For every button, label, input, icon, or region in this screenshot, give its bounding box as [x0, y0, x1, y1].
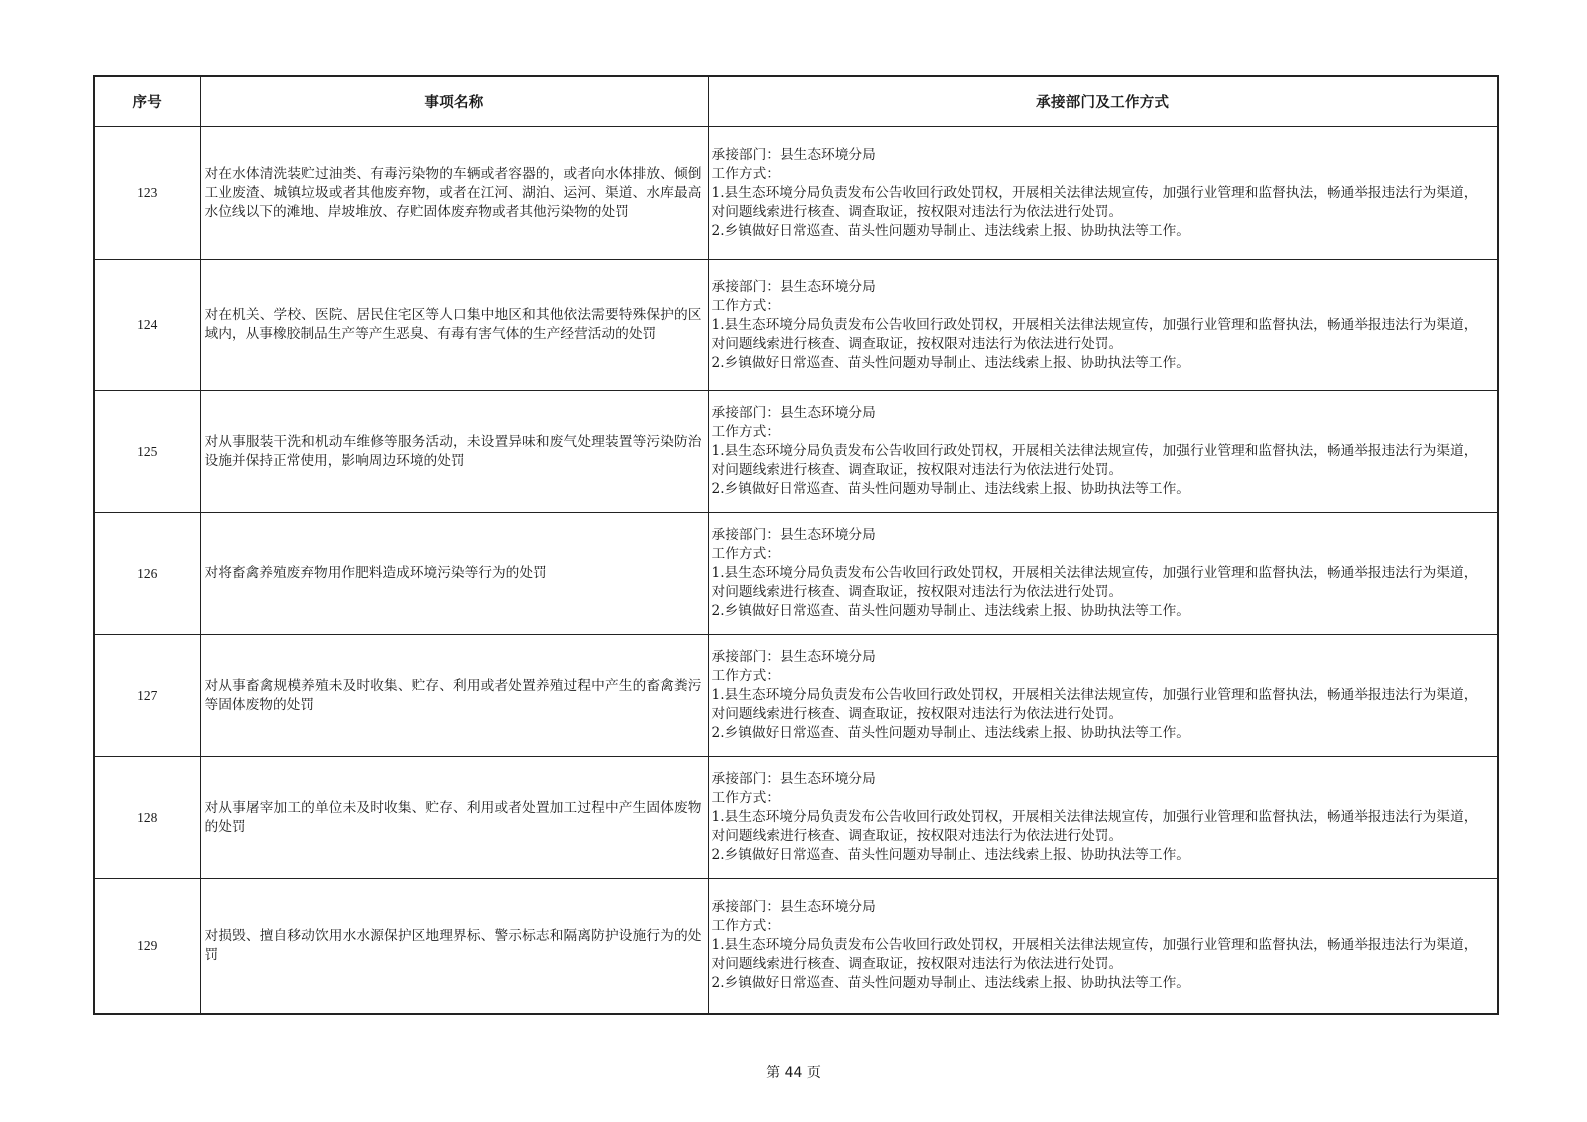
row-dept-method	[708, 391, 1498, 513]
table-header	[94, 76, 1498, 127]
row-dept-method	[708, 127, 1498, 260]
method-item-1: 1.县生态环境分局负责发布公告收回行政处罚权，开展相关法律法规宣传，加强行业管理和监督执法，畅通举报违法行为渠道，对问题线索进行核查、调查取证，按权限对违法行为依法进行处罚。	[711, 809, 1478, 844]
items-table	[93, 75, 1499, 1015]
method-item-2: 2.乡镇做好日常巡查、苗头性问题劝导制止、违法线索上报、协助执法等工作。	[711, 847, 1190, 863]
table-row	[94, 513, 1498, 635]
row-dept-method	[708, 757, 1498, 879]
row-index: 125	[94, 391, 200, 513]
header-name: 事项名称	[200, 76, 708, 127]
page-number: 第 44 页	[766, 1065, 821, 1081]
method-item-1: 1.县生态环境分局负责发布公告收回行政处罚权，开展相关法律法规宣传，加强行业管理和监督执法，畅通举报违法行为渠道，对问题线索进行核查、调查取证，按权限对违法行为依法进行处罚。	[711, 687, 1478, 722]
method-item-2: 2.乡镇做好日常巡查、苗头性问题劝导制止、违法线索上报、协助执法等工作。	[711, 725, 1190, 741]
method-item-1: 1.县生态环境分局负责发布公告收回行政处罚权，开展相关法律法规宣传，加强行业管理和监督执法，畅通举报违法行为渠道，对问题线索进行核查、调查取证，按权限对违法行为依法进行处罚。	[711, 184, 1478, 220]
row-dept-method	[708, 260, 1498, 391]
method-label: 工作方式：	[711, 165, 780, 182]
row-index: 127	[94, 635, 200, 757]
row-item-name: 对从事屠宰加工的单位未及时收集、贮存、利用或者处置加工过程中产生固体废物的处罚	[200, 757, 708, 879]
table-row	[94, 757, 1498, 879]
dept-label: 承接部门：县生态环境分局	[711, 405, 876, 421]
row-index: 124	[94, 260, 200, 391]
table-body	[94, 127, 1498, 1014]
method-label: 工作方式：	[711, 668, 780, 684]
row-item-name: 对从事畜禽规模养殖未及时收集、贮存、利用或者处置养殖过程中产生的畜禽粪污等固体废物的处罚	[200, 635, 708, 757]
table-row	[94, 879, 1498, 1014]
method-item-2: 2.乡镇做好日常巡查、苗头性问题劝导制止、违法线索上报、协助执法等工作。	[711, 354, 1190, 371]
method-label: 工作方式：	[711, 297, 780, 314]
method-item-1: 1.县生态环境分局负责发布公告收回行政处罚权，开展相关法律法规宣传，加强行业管理和监督执法，畅通举报违法行为渠道，对问题线索进行核查、调查取证，按权限对违法行为依法进行处罚。	[711, 565, 1478, 600]
dept-label: 承接部门：县生态环境分局	[711, 278, 876, 295]
row-item-name: 对将畜禽养殖废弃物用作肥料造成环境污染等行为的处罚	[200, 513, 708, 635]
method-item-1: 1.县生态环境分局负责发布公告收回行政处罚权，开展相关法律法规宣传，加强行业管理和监督执法，畅通举报违法行为渠道，对问题线索进行核查、调查取证，按权限对违法行为依法进行处罚。	[711, 937, 1478, 973]
row-index: 126	[94, 513, 200, 635]
method-item-1: 1.县生态环境分局负责发布公告收回行政处罚权，开展相关法律法规宣传，加强行业管理和监督执法，畅通举报违法行为渠道，对问题线索进行核查、调查取证，按权限对违法行为依法进行处罚。	[711, 443, 1478, 478]
method-item-1: 1.县生态环境分局负责发布公告收回行政处罚权，开展相关法律法规宣传，加强行业管理和监督执法，畅通举报违法行为渠道，对问题线索进行核查、调查取证，按权限对违法行为依法进行处罚。	[711, 316, 1478, 352]
row-index: 128	[94, 757, 200, 879]
dept-label: 承接部门：县生态环境分局	[711, 146, 876, 163]
dept-label: 承接部门：县生态环境分局	[711, 771, 876, 787]
row-index: 123	[94, 127, 200, 260]
row-dept-method	[708, 513, 1498, 635]
dept-label: 承接部门：县生态环境分局	[711, 899, 876, 916]
method-item-2: 2.乡镇做好日常巡查、苗头性问题劝导制止、违法线索上报、协助执法等工作。	[711, 603, 1190, 619]
header-dept: 承接部门及工作方式	[708, 76, 1498, 127]
row-item-name: 对在机关、学校、医院、居民住宅区等人口集中地区和其他依法需要特殊保护的区域内，从事橡胶制品生产等产生恶臭、有毒有害气体的生产经营活动的处罚	[200, 260, 708, 391]
method-item-2: 2.乡镇做好日常巡查、苗头性问题劝导制止、违法线索上报、协助执法等工作。	[711, 222, 1190, 239]
dept-label: 承接部门：县生态环境分局	[711, 527, 876, 543]
method-label: 工作方式：	[711, 424, 780, 440]
row-dept-method	[708, 879, 1498, 1014]
table-row	[94, 260, 1498, 391]
row-dept-method	[708, 635, 1498, 757]
header-index: 序号	[94, 76, 200, 127]
dept-label: 承接部门：县生态环境分局	[711, 649, 876, 665]
table-row	[94, 635, 1498, 757]
header-row	[94, 76, 1498, 127]
method-item-2: 2.乡镇做好日常巡查、苗头性问题劝导制止、违法线索上报、协助执法等工作。	[711, 481, 1190, 497]
method-label: 工作方式：	[711, 918, 780, 935]
row-item-name: 对在水体清洗装贮过油类、有毒污染物的车辆或者容器的，或者向水体排放、倾倒工业废渣、城镇垃圾或者其他废弃物，或者在江河、湖泊、运河、渠道、水库最高水位线以下的滩地、岸坡堆放、存贮固体废弃物或者其他污染物的处罚	[200, 127, 708, 260]
table-row	[94, 127, 1498, 260]
row-item-name: 对损毁、擅自移动饮用水水源保护区地理界标、警示标志和隔离防护设施行为的处罚	[200, 879, 708, 1014]
row-item-name: 对从事服装干洗和机动车维修等服务活动，未设置异味和废气处理装置等污染防治设施并保持正常使用，影响周边环境的处罚	[200, 391, 708, 513]
table-row	[94, 391, 1498, 513]
method-label: 工作方式：	[711, 790, 780, 806]
method-item-2: 2.乡镇做好日常巡查、苗头性问题劝导制止、违法线索上报、协助执法等工作。	[711, 975, 1190, 992]
method-label: 工作方式：	[711, 546, 780, 562]
row-index: 129	[94, 879, 200, 1014]
